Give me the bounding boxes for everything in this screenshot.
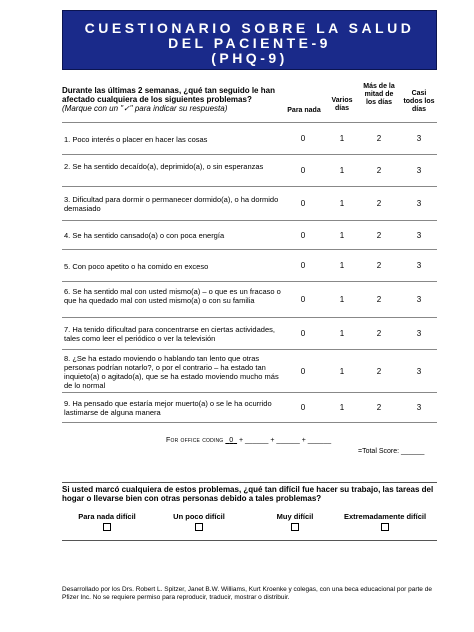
question-row [62, 154, 437, 186]
answer-option[interactable]: 0 [300, 230, 306, 240]
question-text: 2. Se ha sentido decaído(a), deprimido(a), o sin esperanzas [64, 162, 264, 171]
answer-option[interactable]: 1 [339, 295, 345, 304]
coding-plus-1: + ______ [239, 437, 269, 444]
coding-plus-3: + ______ [301, 437, 332, 444]
checkbox[interactable] [103, 523, 111, 531]
answer-option[interactable]: 2 [376, 366, 382, 376]
divider [62, 540, 437, 541]
difficulty-option-0 [62, 513, 152, 533]
question-text: 6. Se ha sentido mal con usted mismo(a) – o que es un fracaso o que ha quedado mal con usted mismo(a) o con su familia [64, 286, 281, 305]
question-text: 3. Dificultad para dormir o permanecer dormido(a), o ha dormido demasiado [64, 195, 279, 213]
question-row [62, 122, 437, 154]
intro-text: Durante las últimas 2 semanas, ¿qué tan seguido le han afectado cualquiera de los siguientes problemas? [62, 86, 275, 104]
question-text: 4. Se ha sentido cansado(a) o con poca energía [64, 231, 225, 240]
answer-option[interactable]: 1 [339, 230, 345, 240]
answer-option[interactable]: 0 [300, 199, 306, 208]
office-coding-label: For office coding [166, 437, 224, 444]
answer-option[interactable]: 0 [300, 295, 306, 304]
answer-option[interactable]: 0 [300, 403, 306, 412]
answer-option[interactable]: 1 [339, 329, 345, 338]
answer-option[interactable]: 3 [416, 199, 422, 208]
office-coding [166, 437, 331, 444]
title-banner [62, 10, 437, 70]
question-row [62, 349, 437, 392]
difficulty-question: Si usted marcó cualquiera de estos problemas, ¿qué tan difícil fue hacer su trabajo, las tareas del hogar o llevarse bien con otras personas debido a tales problemas? [62, 485, 434, 503]
answer-option[interactable]: 2 [376, 295, 382, 304]
difficulty-option-label: Un poco difícil [173, 512, 225, 521]
column-header-2: Más de la mitad de los días [363, 83, 395, 106]
answer-option[interactable]: 3 [416, 366, 422, 376]
answer-option[interactable]: 2 [376, 134, 382, 143]
answer-option[interactable]: 1 [339, 403, 345, 412]
coding-first-value: 0 [229, 437, 234, 444]
question-text: 9. Ha pensado que estaría mejor muerto(a) o se le ha ocurrido lastimarse de alguna manera [64, 399, 272, 417]
question-row [62, 317, 437, 349]
answer-option[interactable]: 2 [376, 230, 382, 240]
answer-option[interactable]: 3 [416, 134, 422, 143]
answer-option[interactable]: 0 [300, 329, 306, 338]
difficulty-option-3 [340, 513, 430, 533]
answer-option[interactable]: 0 [300, 366, 306, 376]
answer-option[interactable]: 2 [376, 166, 382, 175]
answer-option[interactable]: 1 [339, 261, 345, 270]
answer-option[interactable]: 3 [416, 329, 422, 338]
question-row [62, 249, 437, 281]
total-score: =Total Score: ______ [358, 448, 425, 455]
answer-option[interactable]: 3 [416, 230, 422, 240]
answer-option[interactable]: 2 [376, 329, 382, 338]
answer-option[interactable]: 0 [300, 134, 306, 143]
answer-option[interactable]: 1 [339, 199, 345, 208]
answer-option[interactable]: 2 [376, 403, 382, 412]
question-row [62, 220, 437, 249]
answer-option[interactable]: 2 [376, 261, 382, 270]
divider [62, 422, 437, 423]
answer-option[interactable]: 2 [376, 199, 382, 208]
title-line-1: CUESTIONARIO SOBRE LA SALUD DEL PACIENTE-9 [84, 20, 415, 51]
difficulty-option-2 [250, 513, 340, 533]
checkbox[interactable] [381, 523, 389, 531]
answer-option[interactable]: 1 [339, 166, 345, 175]
answer-option[interactable]: 3 [416, 166, 422, 175]
answer-option[interactable]: 1 [339, 134, 345, 143]
difficulty-option-1 [154, 513, 244, 533]
intro [62, 86, 282, 113]
column-header-1: Varios días [331, 97, 353, 112]
checkbox[interactable] [291, 523, 299, 531]
question-text: 7. Ha tenido dificultad para concentrarse en ciertas actividades, tales como leer el periódico o ver la televisión [64, 325, 275, 343]
question-row [62, 186, 437, 220]
answer-option[interactable]: 0 [300, 166, 306, 175]
checkbox[interactable] [195, 523, 203, 531]
difficulty-option-label: Muy difícil [276, 512, 314, 521]
footer-credit: Desarrollado por los Drs. Robert L. Spitzer, Janet B.W. Williams, Kurt Kroenke y colegas, con una beca educacional por parte de Pfizer Inc. No se requiere permiso para reproducir, traducir, mostrar o distribuir. [62, 586, 432, 601]
title-line-2: (PHQ-9) [211, 50, 288, 66]
question-text: 8. ¿Se ha estado moviendo o hablando tan lento que otras personas podrían notarlo?, o por el contrario – ha estado tan inquieto(a) o agitado(a), que se ha estado moviendo mucho más de lo normal [64, 353, 279, 390]
answer-option[interactable]: 3 [416, 295, 422, 304]
column-header-0: Para nada [287, 107, 321, 114]
question-row [62, 281, 437, 317]
answer-option[interactable]: 3 [416, 403, 422, 412]
answer-option[interactable]: 1 [339, 366, 345, 376]
question-text: 1. Poco interés o placer en hacer las cosas [64, 134, 208, 144]
difficulty-option-label: Para nada difícil [78, 512, 136, 521]
question-rows [62, 122, 437, 423]
question-row [62, 392, 437, 422]
column-header-3: Casi todos los días [403, 90, 435, 113]
answer-option[interactable]: 3 [416, 261, 422, 270]
question-text: 5. Con poco apetito o ha comido en exceso [64, 261, 209, 271]
intro-note: (Marque con un "✓" para indicar su respuesta) [62, 104, 228, 113]
coding-plus-2: + ______ [270, 437, 300, 444]
difficulty-section [62, 482, 437, 521]
difficulty-option-label: Extremadamente difícil [343, 512, 427, 521]
answer-option[interactable]: 0 [300, 261, 306, 270]
